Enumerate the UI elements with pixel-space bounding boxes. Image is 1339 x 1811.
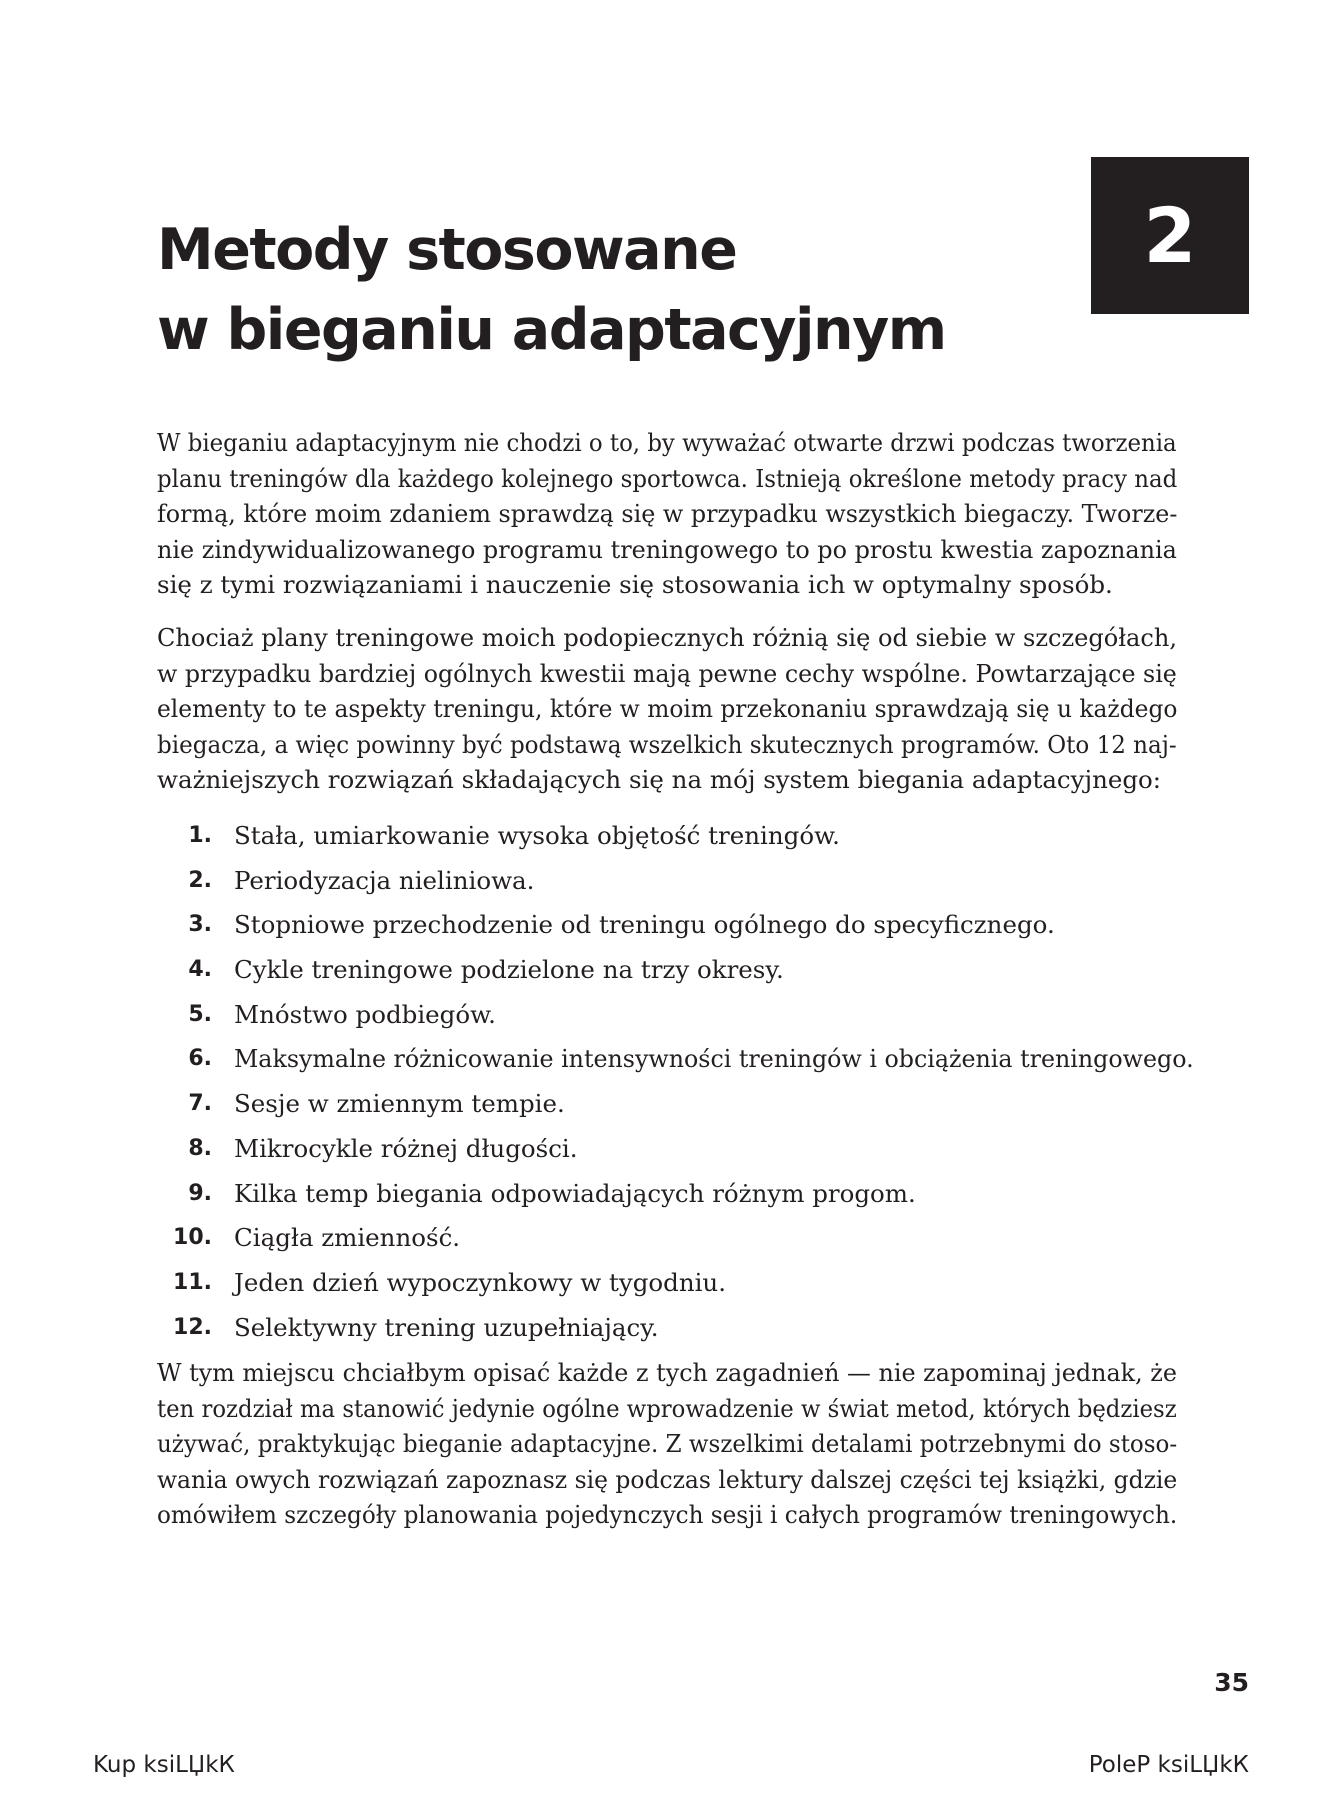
paragraph-line: W bieganiu adaptacyjnym nie chodzi o to, by wyważać otwarte drzwi podczas tworzenia [157,428,1177,457]
chapter-number-box [1091,157,1249,314]
list-item-text: Kilka temp biegania odpowiadających różnym progom. [234,1178,916,1208]
paragraph-outro [157,1355,1177,1533]
paragraph-line: wania owych rozwiązań zapoznasz się podczas lektury dalszej części tej książki, gdzie [157,1464,1178,1494]
recommend-book-link[interactable]: PoleР ksiLЏkК [1088,1752,1249,1778]
list-item [157,1261,1197,1306]
buy-book-link[interactable]: Kup ksiLЏkК [93,1752,235,1778]
list-item-text: Mikrocykle różnej długości. [234,1133,578,1163]
list-item [157,859,1197,904]
list-item-number: 1. [188,823,212,848]
list-item-text: Ciągła zmienność. [234,1223,461,1253]
paragraph-line: W tym miejscu chciałbym opisać każde z tych zagadnień — nie zapominaj jednak, że [157,1358,1177,1387]
chapter-title [157,210,1057,370]
list-item-text: Stopniowe przechodzenie od treningu ogólnego do specyficznego. [234,910,1055,940]
list-item [157,993,1197,1038]
paragraph-line: Chociaż plany treningowe moich podopiecznych różnią się od siebie w szczegółach, [157,623,1177,652]
list-item-number: 10. [173,1225,212,1251]
paragraph-line: się z tymi rozwiązaniami i nauczenie się stosowania ich w optymalny sposób. [157,570,1113,599]
list-item-number: 11. [173,1269,212,1295]
list-item-text: Selektywny trening uzupełniający. [234,1312,659,1342]
list-item-number: 12. [173,1314,212,1340]
paragraph-line: używać, praktykując bieganie adaptacyjne. Z wszelkimi detalami potrzebnymi do stoso- [157,1429,1178,1458]
list-item-number: 7. [188,1091,212,1117]
list-item [157,1216,1197,1261]
list-item [157,1127,1197,1172]
paragraph-line: elementy to te aspekty treningu, które w moim przekonaniu sprawdzają się u każdego [157,694,1178,723]
list-item [157,1037,1197,1082]
list-item [157,948,1197,993]
list-item-number: 3. [188,912,212,938]
paragraph-common-features [157,620,1177,798]
list-item-text: Periodyzacja nieliniowa. [234,865,535,895]
paragraph-line: ten rozdział ma stanowić jedynie ogólne wprowadzenie w świat metod, których będziesz [157,1393,1177,1423]
list-item [157,1172,1197,1217]
numbered-list [157,814,1197,1350]
paragraph-line: nie zindywidualizowanego programu treningowego to po prostu kwestia zapoznania [157,534,1177,564]
list-item [157,1306,1197,1351]
paragraph-intro [157,425,1177,603]
paragraph-line: w przypadku bardziej ogólnych kwestii mają pewne cechy wspólne. Powtarzające się [157,658,1177,688]
list-item-number: 2. [188,867,212,893]
paragraph-line: ważniejszych rozwiązań składających się na mój system biegania adaptacyjnego: [157,765,1162,794]
chapter-title-line-1: Metody stosowane [157,217,737,283]
list-item [157,1082,1197,1127]
list-item-number: 4. [188,957,212,983]
list-item-text: Cykle treningowe podzielone na trzy okresy. [234,955,784,985]
list-item-text: Stała, umiarkowanie wysoka objętość treningów. [234,821,840,850]
list-item-text: Maksymalne różnicowanie intensywności treningów i obciążenia treningowego. [234,1044,1194,1074]
chapter-title-line-2: w bieganiu adaptacyjnym [157,297,946,363]
list-item-number: 6. [188,1046,212,1072]
list-item-number: 9. [188,1180,212,1206]
page-number: 35 [1214,1668,1249,1697]
chapter-number: 2 [1143,191,1197,280]
list-item-text: Sesje w zmiennym tempie. [234,1089,565,1119]
list-item [157,903,1197,948]
list-item [157,814,1197,859]
paragraph-line: formą, które moim zdaniem sprawdzą się w przypadku wszystkich biegaczy. Tworze- [157,499,1178,528]
list-item-text: Jeden dzień wypoczynkowy w tygodniu. [234,1267,726,1297]
paragraph-line: omówiłem szczegóły planowania pojedynczych sesji i całych programów treningowych. [157,1500,1178,1529]
paragraph-line: biegacza, a więc powinny być podstawą wszelkich skutecznych programów. Oto 12 naj- [157,729,1177,759]
list-item-number: 5. [188,1001,212,1027]
list-item-number: 8. [188,1135,212,1161]
paragraph-line: planu treningów dla każdego kolejnego sportowca. Istnieją określone metody pracy nad [157,463,1178,493]
list-item-text: Mnóstwo podbiegów. [234,999,496,1029]
